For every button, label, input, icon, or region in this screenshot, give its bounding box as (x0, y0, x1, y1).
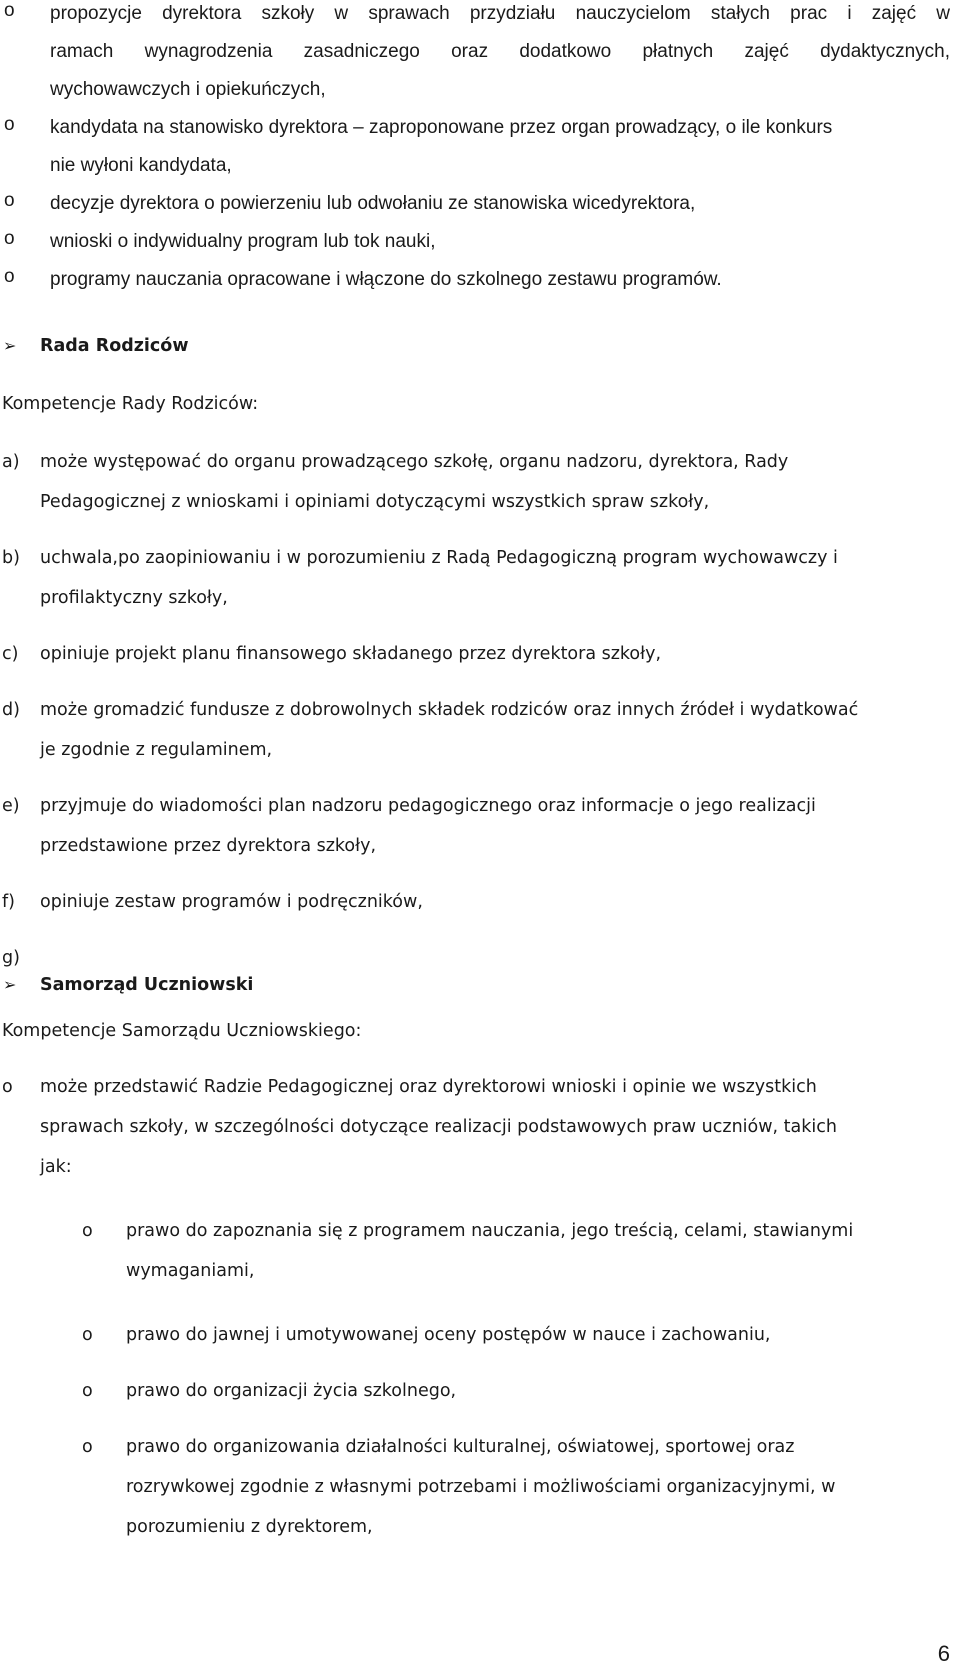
text-line: prawo do jawnej i umotywowanej oceny postępów w nauce i zachowaniu, (126, 1325, 771, 1345)
text-line: prawo do zapoznania się z programem nauczania, jego treścią, celami, stawianymi (126, 1221, 854, 1241)
list-item (0, 538, 960, 618)
samorzad-section (0, 965, 960, 1547)
list-item (0, 190, 960, 228)
page-number: 6 (937, 1641, 950, 1666)
text-line: prawo do organizowania działalności kulturalnej, oświatowej, sportowej oraz (126, 1437, 795, 1457)
sub-list-item (0, 1371, 960, 1411)
section-intro: Kompetencje Samorządu Uczniowskiego: (2, 1021, 362, 1041)
bullet-marker: o (4, 266, 15, 287)
bullet-marker: o (82, 1437, 93, 1457)
text-line: sprawach szkoły, w szczególności dotyczące realizacji podstawowych praw uczniów, takich (40, 1117, 837, 1137)
sub-list-item (0, 1315, 960, 1355)
section-title: Samorząd Uczniowski (40, 975, 254, 995)
text-line: wychowawczych i opiekuńczych, (50, 79, 326, 100)
bullet-marker: o (4, 190, 15, 211)
text-line: może występować do organu prowadzącego szkołę, organu nadzoru, dyrektora, Rady (40, 452, 789, 472)
section-title: Rada Rodziców (40, 336, 189, 356)
text-line: opiniuje projekt planu finansowego składanego przez dyrektora szkoły, (40, 644, 662, 664)
sub-list-item (0, 1211, 960, 1291)
item-marker: e) (2, 796, 20, 816)
text-line: rozrywkowej zgodnie z własnymi potrzebami i możliwościami organizacyjnymi, w (126, 1477, 836, 1497)
item-marker: g) (2, 948, 20, 968)
arrow-bullet-icon: ➢ (3, 336, 17, 355)
list-item (0, 114, 960, 190)
section-heading (0, 326, 960, 366)
text-line: porozumieniu z dyrektorem, (126, 1517, 373, 1537)
list-item (0, 786, 960, 866)
section-intro: Kompetencje Rady Rodziców: (2, 394, 259, 414)
bullet-marker: o (82, 1325, 93, 1345)
bullet-marker: o (82, 1381, 93, 1401)
rada-rodzicow-section (0, 326, 960, 978)
list-item (0, 1067, 960, 1187)
text-line: programy nauczania opracowane i włączone do szkolnego zestawu programów. (50, 269, 722, 290)
section-heading (0, 965, 960, 1005)
text-line: jak: (40, 1157, 72, 1177)
list-item (0, 0, 960, 114)
item-marker: f) (2, 892, 15, 912)
text-line: uchwala,po zaopiniowaniu i w porozumieniu z Radą Pedagogiczną program wychowawczy i (40, 548, 838, 568)
text-line: propozycje dyrektora szkoły w sprawach przydziału nauczycielom stałych prac i zajęć w (50, 3, 950, 24)
text-line: Pedagogicznej z wnioskami i opiniami dotyczącymi wszystkich spraw szkoły, (40, 492, 710, 512)
bullet-marker: o (4, 114, 15, 135)
text-line: może gromadzić fundusze z dobrowolnych składek rodziców oraz innych źródeł i wydatkować (40, 700, 859, 720)
list-item (0, 266, 960, 304)
text-line: wnioski o indywidualny program lub tok nauki, (50, 231, 436, 252)
item-marker: b) (2, 548, 20, 568)
list-item (0, 634, 960, 674)
text-line: profilaktyczny szkoły, (40, 588, 228, 608)
text-line: prawo do organizacji życia szkolnego, (126, 1381, 457, 1401)
text-line: je zgodnie z regulaminem, (40, 740, 273, 760)
text-line: decyzje dyrektora o powierzeniu lub odwołaniu ze stanowiska wicedyrektora, (50, 193, 696, 214)
text-line: przedstawione przez dyrektora szkoły, (40, 836, 377, 856)
list-item (0, 228, 960, 266)
text-line: wymaganiami, (126, 1261, 255, 1281)
arrow-bullet-icon: ➢ (3, 975, 17, 994)
text-line: kandydata na stanowisko dyrektora – zaproponowane przez organ prowadzący, o ile konkurs (50, 117, 833, 138)
list-item (0, 690, 960, 770)
item-marker: d) (2, 700, 20, 720)
sub-list-item (0, 1427, 960, 1547)
text-line: ramach wynagrodzenia zasadniczego oraz dodatkowo płatnych zajęć dydaktycznych, (50, 41, 950, 62)
text-line: może przedstawić Radzie Pedagogicznej oraz dyrektorowi wnioski i opinie we wszystkich (40, 1077, 817, 1097)
bullet-marker: o (4, 228, 15, 249)
bullet-marker: o (82, 1221, 93, 1241)
item-marker: c) (2, 644, 19, 664)
bullet-marker: o (4, 0, 15, 21)
top-bullet-list (0, 0, 960, 304)
text-line: przyjmuje do wiadomości plan nadzoru pedagogicznego oraz informacje o jego realizacji (40, 796, 816, 816)
bullet-marker: o (2, 1077, 13, 1097)
list-item (0, 882, 960, 922)
item-marker: a) (2, 452, 20, 472)
list-item (0, 442, 960, 522)
text-line: opiniuje zestaw programów i podręczników, (40, 892, 423, 912)
text-line: nie wyłoni kandydata, (50, 155, 232, 176)
